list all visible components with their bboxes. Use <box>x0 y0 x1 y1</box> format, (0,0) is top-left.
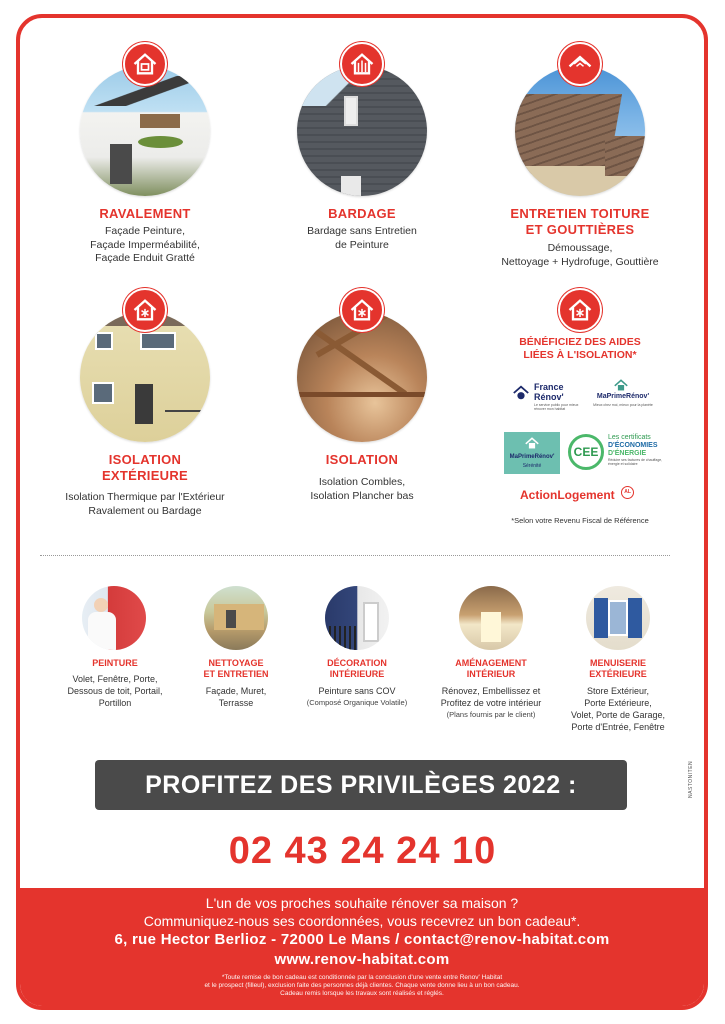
peinture-photo <box>82 586 146 650</box>
peinture-title: PEINTURE <box>92 658 138 668</box>
aids-title: BÉNÉFICIEZ DES AIDES LIÉES À L'ISOLATION* <box>519 336 641 361</box>
isolation-title: ISOLATION <box>325 452 399 467</box>
footer-address[interactable]: 6, rue Hector Berlioz - 72000 Le Mans / contact@renov-habitat.com <box>114 931 610 948</box>
ravalement-title: RAVALEMENT <box>99 206 191 221</box>
maprimerenov-logo: MaPrimeRénov' Mieux chez moi, mieux pour la planète <box>588 378 658 414</box>
snowflake-house-icon <box>123 288 167 332</box>
footer-line-2: Communiquez-nous ses coordonnées, vous recevrez un bon cadeau*. <box>143 913 581 929</box>
phone-number[interactable]: 02 43 24 24 10 <box>228 830 497 872</box>
decoration-photo <box>325 586 389 650</box>
promo-banner: PROFITEZ DES PRIVILÈGES 2022 : <box>95 760 627 810</box>
decoration-title: DÉCORATION INTÉRIEURE <box>327 658 387 679</box>
house-facade-icon <box>123 42 167 86</box>
decoration-desc: Peinture sans COV (Composé Organique Volatile) <box>306 686 408 707</box>
house-cladding-icon <box>340 42 384 86</box>
peinture-desc: Volet, Fenêtre, Porte, Dessous de toit, Portail, Portillon <box>67 674 163 708</box>
bardage-title: BARDAGE <box>328 206 396 221</box>
snowflake-house-icon <box>558 288 602 332</box>
footer-legal: Cadeau remis lorsque les travaux sont réalisés et réglés. <box>280 990 444 997</box>
action-logement-logo: ActionLogement AL <box>520 486 640 506</box>
nettoyage-desc: Façade, Muret, Terrasse <box>205 686 267 708</box>
isolation-exterieure-desc: Isolation Thermique par l'Extérieur Ravalement ou Bardage <box>65 491 225 517</box>
menuiserie-photo <box>586 586 650 650</box>
france-renov-logo: France Rénov' Le service public pour mieux rénover mon habitat <box>512 380 582 416</box>
bardage-desc: Bardage sans Entretien de Peinture <box>307 225 417 251</box>
footer-banner <box>20 888 704 1006</box>
amenagement-title: AMÉNAGEMENT INTÉRIEUR <box>455 658 527 679</box>
credit-text: NASTONITEN <box>688 760 694 798</box>
isolation-exterieure-title: ISOLATION EXTÉRIEURE <box>101 452 189 483</box>
footer-legal: *Toute remise de bon cadeau est conditionnée par la conclusion d'une vente entre Renov' Habitat <box>221 974 503 981</box>
menuiserie-title: MENUISERIE EXTÉRIEURE <box>589 658 647 679</box>
ravalement-desc: Façade Peinture, Façade Imperméabilité, Façade Enduit Gratté <box>90 225 200 264</box>
section-divider <box>40 555 670 556</box>
aids-note: *Selon votre Revenu Fiscal de Référence <box>511 516 649 525</box>
maprimerenov-serenite-logo: MaPrimeRénov' Sérénité <box>504 432 560 474</box>
amenagement-desc: Rénovez, Embellissez et Profitez de votre intérieur (Plans fournis par le client) <box>440 686 542 719</box>
menuiserie-desc: Store Extérieur, Porte Extérieure, Volet, Porte de Garage, Porte d'Entrée, Fenêtre <box>570 686 666 732</box>
nettoyage-photo <box>204 586 268 650</box>
toiture-desc: Démoussage, Nettoyage + Hydrofuge, Gouttière <box>501 242 659 268</box>
isolation-desc: Isolation Combles, Isolation Plancher bas <box>310 476 414 502</box>
footer-line-1: L'un de vos proches souhaite rénover sa maison ? <box>205 895 519 911</box>
amenagement-photo <box>459 586 523 650</box>
footer-legal: et le prospect (filleul), exclusion faite des personnes déjà clientes. Chaque vente donne lieu à un bon cadeau. <box>204 982 520 989</box>
roof-icon <box>558 42 602 86</box>
nettoyage-title: NETTOYAGE ET ENTRETIEN <box>203 658 269 679</box>
cee-logo: CEE Les certificats D'ÉCONOMIES D'ÉNERGIE Réduire ses factures de chauffage, énergie et solidaire <box>566 432 666 474</box>
footer-website[interactable]: www.renov-habitat.com <box>274 951 450 968</box>
toiture-title: ENTRETIEN TOITURE ET GOUTTIÈRES <box>510 206 650 237</box>
snowflake-house-icon <box>340 288 384 332</box>
